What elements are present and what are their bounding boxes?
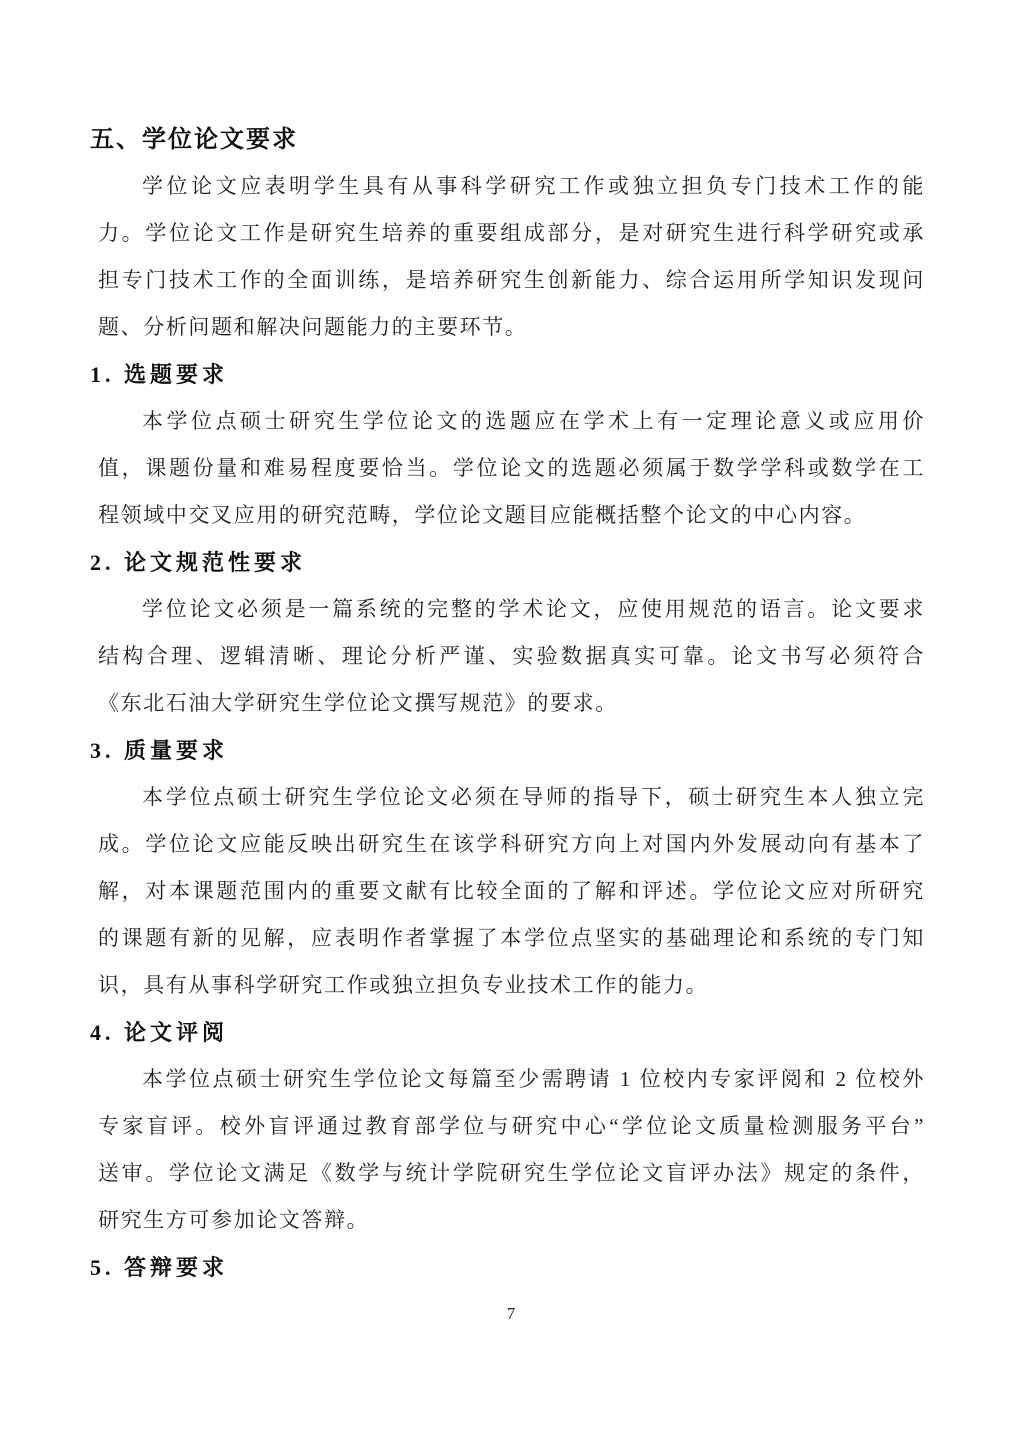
doc-heading: 五、学位论文要求 — [90, 126, 298, 153]
paragraph-line: 结构合理、逻辑清晰、理论分析严谨、实验数据真实可靠。论文书写必须符合 — [98, 644, 925, 668]
paragraph-line: 本学位点硕士研究生学位论文的选题应在学术上有一定理论意义或应用价 — [142, 409, 925, 433]
paragraph — [90, 163, 925, 351]
paragraph-line: 《东北石油大学研究生学位论文撰写规范》的要求。 — [98, 691, 618, 715]
paragraph-line: 识，具有从事科学研究工作或独立担负专业技术工作的能力。 — [98, 973, 709, 997]
paragraph-line: 本学位点硕士研究生学位论文每篇至少需聘请 1 位校内专家评阅和 2 位校外 — [142, 1067, 925, 1091]
paragraph-line: 本学位点硕士研究生学位论文必须在导师的指导下，硕士研究生本人独立完 — [142, 785, 925, 809]
paragraph — [90, 774, 925, 1009]
section-heading: 1. 选题要求 — [90, 362, 229, 387]
paragraph-line: 担专门技术工作的全面训练，是培养研究生创新能力、综合运用所学知识发现问 — [98, 268, 925, 292]
paragraph-line: 题、分析问题和解决问题能力的主要环节。 — [98, 315, 528, 339]
paragraph-line: 程领域中交叉应用的研究范畴，学位论文题目应能概括整个论文的中心内容。 — [98, 503, 867, 527]
paragraph-line: 专家盲评。校外盲评通过教育部学位与研究中心“学位论文质量检测服务平台” — [98, 1114, 925, 1138]
section-heading: 4. 论文评阅 — [90, 1020, 229, 1045]
paragraph-line: 送审。学位论文满足《数学与统计学院研究生学位论文盲评办法》规定的条件， — [98, 1161, 925, 1185]
document-content — [90, 116, 925, 1291]
section-heading: 5. 答辩要求 — [90, 1255, 229, 1280]
paragraph-line: 学位论文必须是一篇系统的完整的学术论文，应使用规范的语言。论文要求 — [142, 597, 925, 621]
paragraph-line: 的课题有新的见解，应表明作者掌握了本学位点坚实的基础理论和系统的专门知 — [98, 926, 925, 950]
section-heading: 2. 论文规范性要求 — [90, 550, 307, 575]
paragraph-line: 成。学位论文应能反映出研究生在该学科研究方向上对国内外发展动向有基本了 — [98, 832, 925, 856]
page-number: 7 — [506, 1304, 516, 1323]
paragraph-line: 值，课题份量和难易程度要恰当。学位论文的选题必须属于数学学科或数学在工 — [98, 456, 925, 480]
paragraph-line: 解，对本课题范围内的重要文献有比较全面的了解和评述。学位论文应对所研究 — [98, 879, 925, 903]
section-heading: 3. 质量要求 — [90, 738, 229, 763]
paragraph-line: 力。学位论文工作是研究生培养的重要组成部分，是对研究生进行科学研究或承 — [98, 221, 925, 245]
paragraph — [90, 586, 925, 727]
paragraph-line: 研究生方可参加论文答辩。 — [98, 1208, 370, 1232]
paragraph-line: 学位论文应表明学生具有从事科学研究工作或独立担负专门技术工作的能 — [142, 174, 925, 198]
paragraph — [90, 398, 925, 539]
paragraph — [90, 1056, 925, 1244]
